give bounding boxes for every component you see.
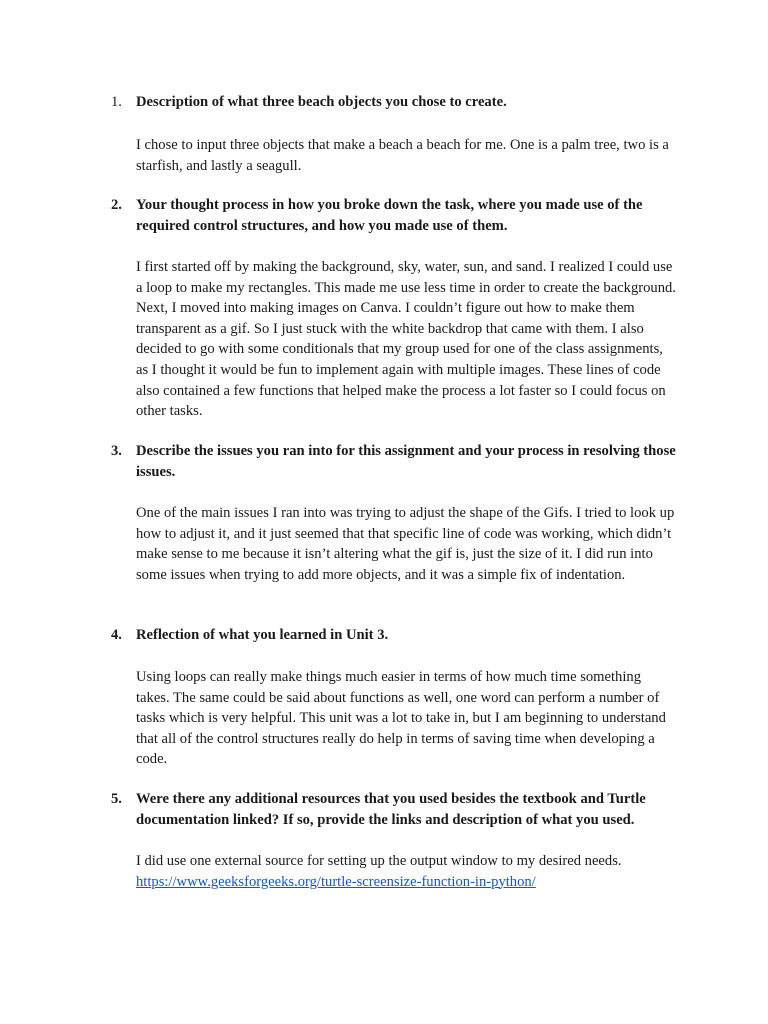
question-heading: Reflection of what you learned in Unit 3. xyxy=(136,627,389,643)
question-number: 2. xyxy=(111,197,122,213)
question-answer: I chose to input three objects that make a beach a beach for me. One is a palm tree, two is a starfish, and lastly a seagull. xyxy=(136,137,669,174)
question-answer: One of the main issues I ran into was trying to adjust the shape of the Gifs. I tried to look up how to adjust it, and it just seemed that that specific line of code was working, which didn’t make sense to me because it isn’t altering what the gif is, just the size of it. I did run into some issues when trying to add more objects, and it was a simple fix of indentation. xyxy=(136,505,675,583)
question-heading: Your thought process in how you broke down the task, where you made use of the required control structures, and how you made use of them. xyxy=(136,197,643,234)
question-heading: Describe the issues you ran into for this assignment and your process in resolving those issues. xyxy=(136,443,676,480)
resource-link[interactable]: https://www.geeksforgeeks.org/turtle-screensize-function-in-python/ xyxy=(136,873,536,890)
question-number: 5. xyxy=(111,791,122,807)
question-heading: Description of what three beach objects you chose to create. xyxy=(136,94,507,110)
question-number: 4. xyxy=(111,627,122,643)
question-number: 1. xyxy=(111,94,122,110)
answer-text: I did use one external source for setting up the output window to my desired needs. xyxy=(136,853,622,869)
question-heading: Were there any additional resources that you used besides the textbook and Turtle documentation linked? If so, provide the links and description of what you used. xyxy=(136,791,646,828)
question-number: 3. xyxy=(111,443,122,459)
question-answer: I first started off by making the background, sky, water, sun, and sand. I realized I could use a loop to make my rectangles. This made me use less time in order to create the background. Next, I moved into making images on Canva. I couldn’t figure out how to make them transparent as a gif. So I just stuck with the white backdrop that came with them. I also decided to go with some conditionals that my group used for one of the class assignments, as I thought it would be fun to implement again with multiple images. These lines of code also contained a few functions that helped make the process a lot faster so I could focus on other tasks. xyxy=(136,259,676,420)
question-answer xyxy=(136,851,676,892)
question-answer: Using loops can really make things much easier in terms of how much time something takes. The same could be said about functions as well, one word can perform a number of tasks which is very helpful. This unit was a lot to take in, but I am beginning to understand that all of the control structures really do help in terms of saving time when developing a code. xyxy=(136,669,666,768)
